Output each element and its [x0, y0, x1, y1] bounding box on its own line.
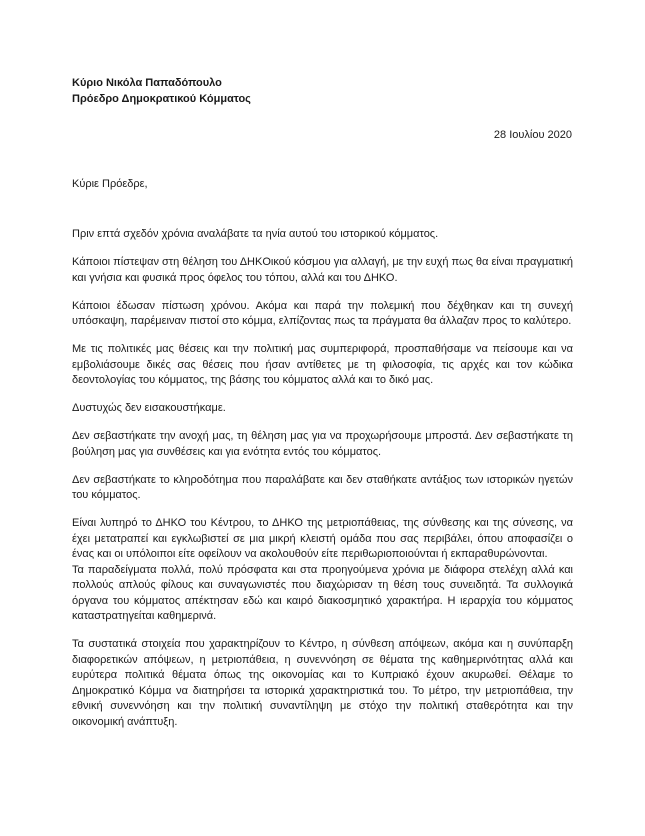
letter-date: 28 Ιουλίου 2020 — [493, 129, 572, 141]
paragraph: Κάποιοι πίστεψαν στη θέληση του ΔΗΚOικού κόσμου για αλλαγή, με την ευχή πως θα είναι πραγματική και γνήσια και φυσικά προς όφελος του τόπου, αλλά και του ΔΗΚΟ. — [72, 256, 573, 284]
recipient-title: Πρόεδρο Δημοκρατικού Κόμματος — [72, 93, 251, 105]
recipient-block — [72, 75, 251, 107]
recipient-name: Κύριο Νικόλα Παπαδόπουλο — [72, 77, 222, 89]
paragraph: Δυστυχώς δεν εισακουστήκαμε. — [72, 402, 226, 414]
paragraph: Δεν σεβαστήκατε την ανοχή μας, τη θέληση μας για να προχωρήσουμε μπροστά. Δεν σεβαστήκατε τη βούληση μας για συνθέσεις και για ενότητα εντός του κόμματος. — [72, 430, 573, 458]
paragraph: Τα συστατικά στοιχεία που χαρακτηρίζουν το Κέντρο, η σύνθεση απόψεων, ακόμα και η συνύπαρξη διαφορετικών απόψεων, η μετριοπάθεια, η συνεννόηση σε θέματα της καθημερινότητας αλλά και ευρύτερα πολιτικά θέματα όπως της οικονομίας και το Κυπριακό έχουν ακυρωθεί. Θέλαμε το Δημοκρατικό Κόμμα να διατηρήσει τα ιστορικά χαρακτηριστικά του. Το μέτρο, την μετριοπάθεια, την εθνική συνεννόηση και την πολιτική συναντίληψη με στόχο την πολιτική σταθερότητα και την οικονομική ανάπτυξη. — [72, 638, 573, 728]
paragraph: Τα παραδείγματα πολλά, πολύ πρόσφατα και στα προηγούμενα χρόνια με διάφορα στελέχη αλλά και πολλούς απλούς φίλους και συναγωνιστές που διαχώρισαν τη θέση τους συνειδητά. Τα συλλογικά όργανα του κόμματος απέκτησαν εδώ και καιρό διακοσμητικό χαρακτήρα. Η ιεραρχία του κόμματος καταστρατηγείται καθημερινά. — [72, 563, 573, 622]
paragraph: Πριν επτά σχεδόν χρόνια αναλάβατε τα ηνία αυτού του ιστορικού κόμματος. — [72, 228, 439, 240]
salutation: Κύριε Πρόεδρε, — [72, 178, 148, 190]
paragraph: Είναι λυπηρό το ΔΗΚΟ του Κέντρου, το ΔΗΚΟ της μετριοπάθειας, της σύνθεσης και της σύνεσης, να έχει μετατραπεί και εγκλωβιστεί σε μια μικρή κλειστή ομάδα που σας περιβάλει, όπου αποφασίζει ο ένας και οι υπόλοιποι είτε οφείλουν να ακολουθούν είτε περιθωριοποιούνται ή εκπαραθυρώνονται. — [72, 517, 573, 560]
paragraph: Με τις πολιτικές μας θέσεις και την πολιτική μας συμπεριφορά, προσπαθήσαμε να πείσουμε και να εμβολιάσουμε δικές σας θέσεις που ήσαν αντίθετες με τη φιλοσοφία, τις αρχές και τον κώδικα δεοντολογίας του κόμματος, της βάσης του κόμματος αλλά και το δικό μας. — [72, 343, 573, 386]
paragraph: Κάποιοι έδωσαν πίστωση χρόνου. Ακόμα και παρά την πολεμική που δέχθηκαν και τη συνεχή υπόσκαψη, παρέμειναν πιστοί στο κόμμα, ελπίζοντας πως τα πράγματα θα άλλαζαν προς το καλύτερο. — [72, 299, 573, 327]
letter-body — [72, 227, 573, 743]
paragraph: Δεν σεβαστήκατε το κληροδότημα που παραλάβατε και δεν σταθήκατε αντάξιος των ιστορικών ηγετών του κόμματος. — [72, 473, 573, 501]
